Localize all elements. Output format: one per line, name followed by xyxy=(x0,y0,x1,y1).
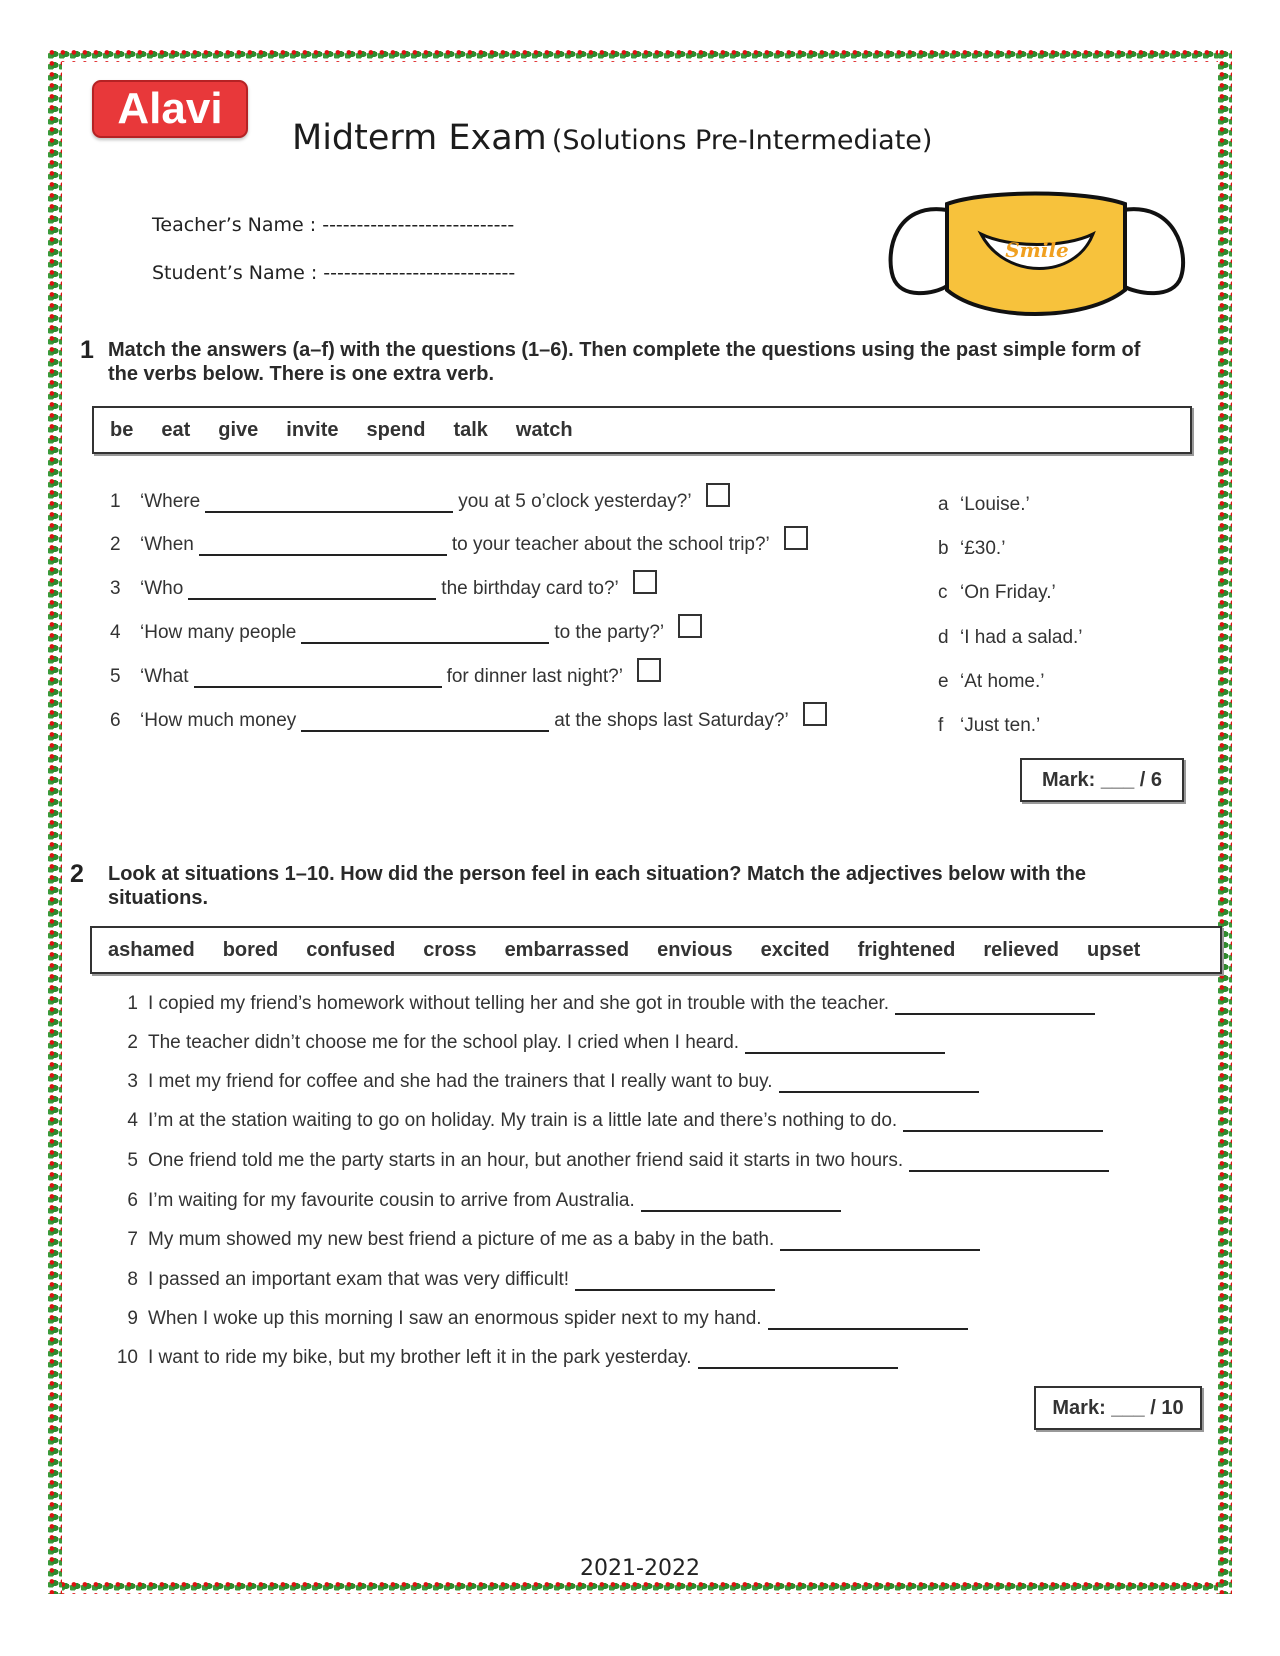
situation-number: 4 xyxy=(127,1110,138,1131)
answer-blank[interactable] xyxy=(909,1156,1109,1172)
answer-blank[interactable] xyxy=(194,672,442,688)
answer-blank[interactable] xyxy=(205,497,453,513)
match-checkbox[interactable] xyxy=(678,614,702,638)
question-text-before: ‘Who xyxy=(140,578,184,599)
section2-mark-box: Mark: ___ / 10 xyxy=(1034,1386,1202,1430)
situation-text: I copied my friend’s homework without telling her and she got in trouble with the teacher. xyxy=(148,993,890,1014)
situation-text: I passed an important exam that was very difficult! xyxy=(148,1269,570,1290)
answer-blank[interactable] xyxy=(199,540,447,556)
situation-row-3 xyxy=(108,1071,984,1093)
smile-mask-illustration xyxy=(885,182,1195,330)
answer-text: ‘At home.’ xyxy=(960,671,1045,692)
adjective-word: bored xyxy=(222,938,279,961)
question-text-before: ‘How much money xyxy=(140,710,297,731)
school-year: 2021-2022 xyxy=(580,1556,700,1581)
answer-option-d xyxy=(938,627,1083,649)
question-text-after: you at 5 o’clock yesterday?’ xyxy=(458,491,692,512)
question-text-after: at the shops last Saturday?’ xyxy=(554,710,789,731)
question-text-before: ‘When xyxy=(140,534,194,555)
verb-word: talk xyxy=(453,418,488,441)
situation-number: 10 xyxy=(116,1347,138,1368)
answer-letter: e xyxy=(938,671,949,692)
situation-row-4 xyxy=(108,1110,1108,1132)
answer-text: ‘On Friday.’ xyxy=(960,582,1056,603)
question-row-3 xyxy=(110,570,657,600)
answer-option-e xyxy=(938,671,1044,693)
section1-number: 1 xyxy=(80,336,94,364)
situation-text: One friend told me the party starts in an hour, but another friend said it starts in two hours. xyxy=(148,1150,904,1171)
verb-word: spend xyxy=(366,418,426,441)
holly-border-bottom xyxy=(48,1580,1232,1594)
answer-letter: b xyxy=(938,538,949,559)
situation-text: I met my friend for coffee and she had the trainers that I really want to buy. xyxy=(148,1071,773,1092)
holly-border-right xyxy=(1218,48,1232,1594)
answer-blank[interactable] xyxy=(188,584,436,600)
answer-blank[interactable] xyxy=(641,1196,841,1212)
adjective-word: upset xyxy=(1087,938,1141,961)
question-number: 6 xyxy=(110,710,121,731)
question-number: 4 xyxy=(110,622,121,643)
question-row-5 xyxy=(110,658,661,688)
question-row-2 xyxy=(110,526,808,556)
situation-row-9 xyxy=(108,1308,973,1330)
answer-text: ‘I had a salad.’ xyxy=(960,627,1083,648)
answer-letter: d xyxy=(938,627,949,648)
answer-blank[interactable] xyxy=(903,1116,1103,1132)
match-checkbox[interactable] xyxy=(784,526,808,550)
match-checkbox[interactable] xyxy=(706,483,730,507)
situation-text: My mum showed my new best friend a picture of me as a baby in the bath. xyxy=(148,1229,775,1250)
match-checkbox[interactable] xyxy=(637,658,661,682)
adjective-word: frightened xyxy=(857,938,956,961)
situation-text: I’m waiting for my favourite cousin to arrive from Australia. xyxy=(148,1190,635,1211)
answer-blank[interactable] xyxy=(301,628,549,644)
situation-row-7 xyxy=(108,1229,985,1251)
answer-blank[interactable] xyxy=(698,1353,898,1369)
situation-number: 8 xyxy=(127,1269,138,1290)
match-checkbox[interactable] xyxy=(633,570,657,594)
adjective-word: embarrassed xyxy=(504,938,630,961)
page-title xyxy=(292,118,932,158)
adjective-word: ashamed xyxy=(108,938,195,961)
verb-word: be xyxy=(110,418,134,441)
situation-number: 6 xyxy=(127,1190,138,1211)
answer-text: ‘Just ten.’ xyxy=(960,715,1041,736)
situation-number: 5 xyxy=(127,1150,138,1171)
match-checkbox[interactable] xyxy=(803,702,827,726)
question-row-4 xyxy=(110,614,702,644)
answer-text: ‘Louise.’ xyxy=(960,494,1030,515)
situation-text: I’m at the station waiting to go on holiday. My train is a little late and there’s nothing to do. xyxy=(148,1110,898,1131)
situation-text: The teacher didn’t choose me for the school play. I cried when I heard. xyxy=(148,1032,740,1053)
section2-instruction: Look at situations 1–10. How did the person feel in each situation? Match the adjectives below with the situations. xyxy=(108,863,1086,909)
question-row-6 xyxy=(110,702,827,732)
alavi-logo: Alavi xyxy=(92,80,248,138)
situation-row-5 xyxy=(108,1150,1114,1172)
answer-option-b xyxy=(938,538,1005,560)
answer-option-f xyxy=(938,715,1040,737)
question-text-after: to the party?’ xyxy=(554,622,665,643)
question-text-after: for dinner last night?’ xyxy=(446,666,623,687)
situation-number: 7 xyxy=(127,1229,138,1250)
answer-letter: c xyxy=(938,582,948,603)
answer-blank[interactable] xyxy=(780,1235,980,1251)
situation-number: 2 xyxy=(127,1032,138,1053)
situation-number: 9 xyxy=(127,1308,138,1329)
mask-smile-text: Smile xyxy=(1005,238,1069,262)
answer-option-c xyxy=(938,582,1056,604)
student-name-line: Student’s Name : ---------------------------- xyxy=(152,262,516,284)
verb-word: give xyxy=(218,418,259,441)
section1-word-box xyxy=(92,406,1192,454)
question-text-after: to your teacher about the school trip?’ xyxy=(451,534,770,555)
section2-number: 2 xyxy=(70,860,84,888)
answer-blank[interactable] xyxy=(745,1038,945,1054)
mask-right-ear-loop xyxy=(1123,209,1183,293)
section1-instruction: Match the answers (a–f) with the questions (1–6). Then complete the questions using the past simple form of the verbs below. There is one extra verb. xyxy=(108,339,1141,385)
answer-option-a xyxy=(938,494,1030,516)
question-text-before: ‘What xyxy=(140,666,189,687)
situation-row-1 xyxy=(108,993,1100,1015)
verb-word: watch xyxy=(515,418,573,441)
situation-text: When I woke up this morning I saw an enormous spider next to my hand. xyxy=(148,1308,762,1329)
holly-border-top xyxy=(48,48,1232,62)
adjective-word: relieved xyxy=(983,938,1059,961)
question-number: 2 xyxy=(110,534,121,555)
answer-text: ‘£30.’ xyxy=(960,538,1006,559)
answer-blank[interactable] xyxy=(301,716,549,732)
answer-letter: a xyxy=(938,494,949,515)
title-sub: (Solutions Pre-Intermediate) xyxy=(551,125,933,156)
question-number: 5 xyxy=(110,666,121,687)
situation-row-6 xyxy=(108,1190,846,1212)
question-number: 1 xyxy=(110,491,121,512)
answer-blank[interactable] xyxy=(779,1077,979,1093)
situation-row-8 xyxy=(108,1269,780,1291)
question-number: 3 xyxy=(110,578,121,599)
answer-letter: f xyxy=(938,715,944,736)
situation-row-2 xyxy=(108,1032,950,1054)
answer-blank[interactable] xyxy=(575,1275,775,1291)
verb-word: eat xyxy=(161,418,191,441)
adjective-word: confused xyxy=(306,938,396,961)
adjective-word: cross xyxy=(423,938,477,961)
answer-blank[interactable] xyxy=(895,999,1095,1015)
question-text-before: ‘How many people xyxy=(140,622,297,643)
mask-left-ear-loop xyxy=(891,209,947,293)
verb-word: invite xyxy=(286,418,339,441)
teacher-name-line: Teacher’s Name : ---------------------------- xyxy=(152,214,515,236)
question-text-after: the birthday card to?’ xyxy=(441,578,619,599)
holly-border-left xyxy=(48,48,62,1594)
adjective-word: excited xyxy=(760,938,830,961)
situation-row-10 xyxy=(108,1347,903,1369)
situation-number: 3 xyxy=(127,1071,138,1092)
adjective-word: envious xyxy=(657,938,733,961)
answer-blank[interactable] xyxy=(768,1314,968,1330)
question-row-1 xyxy=(110,483,730,513)
title-main: Midterm Exam xyxy=(292,118,547,158)
situation-number: 1 xyxy=(127,993,138,1014)
section1-mark-box: Mark: ___ / 6 xyxy=(1020,758,1184,802)
situation-text: I want to ride my bike, but my brother left it in the park yesterday. xyxy=(148,1347,692,1368)
section2-word-box xyxy=(90,926,1222,974)
question-text-before: ‘Where xyxy=(140,491,201,512)
